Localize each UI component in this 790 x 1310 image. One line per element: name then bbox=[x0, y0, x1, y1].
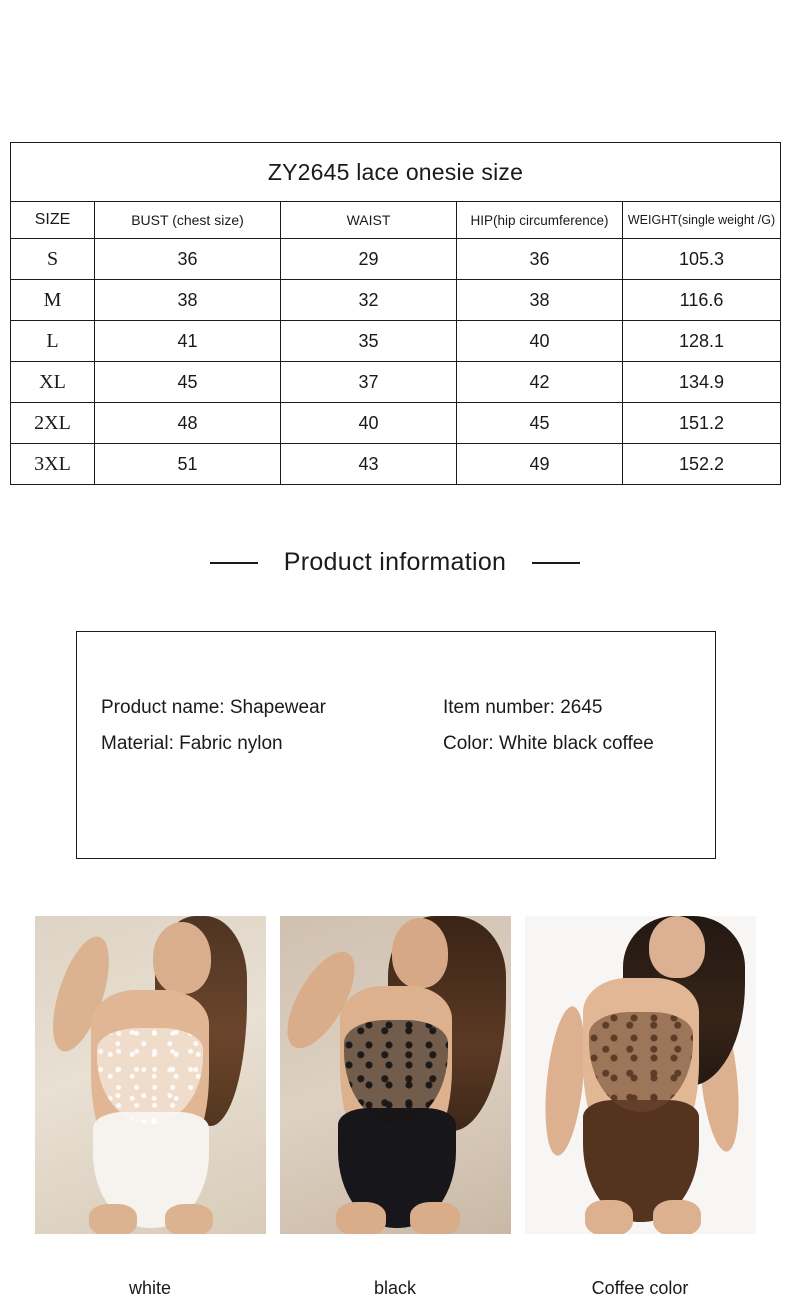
product-photo-white[interactable] bbox=[35, 916, 266, 1234]
cell-bust: 45 bbox=[95, 362, 281, 403]
cell-waist: 37 bbox=[281, 362, 457, 403]
cell-bust: 41 bbox=[95, 321, 281, 362]
cell-waist: 35 bbox=[281, 321, 457, 362]
cell-size: XL bbox=[11, 362, 95, 403]
cell-waist: 43 bbox=[281, 444, 457, 485]
cell-waist: 40 bbox=[281, 403, 457, 444]
table-row bbox=[11, 239, 781, 280]
model-leg-left bbox=[585, 1200, 633, 1234]
size-chart bbox=[10, 142, 780, 485]
cell-hip: 49 bbox=[457, 444, 623, 485]
cell-weight: 134.9 bbox=[623, 362, 781, 403]
cell-size: 3XL bbox=[11, 444, 95, 485]
cell-weight: 128.1 bbox=[623, 321, 781, 362]
cell-waist: 32 bbox=[281, 280, 457, 321]
gallery-caption: Coffee color bbox=[591, 1278, 689, 1298]
cell-bust: 38 bbox=[95, 280, 281, 321]
model-leg-right bbox=[653, 1200, 701, 1234]
table-row bbox=[11, 280, 781, 321]
column-header-waist: WAIST bbox=[281, 202, 457, 239]
section-heading-label: Product information bbox=[283, 548, 507, 576]
cell-size: 2XL bbox=[11, 403, 95, 444]
column-header-size: SIZE bbox=[11, 202, 95, 239]
model-head bbox=[392, 918, 448, 988]
model-leg-left bbox=[89, 1204, 137, 1234]
model-leg-left bbox=[336, 1202, 386, 1234]
model-leg-right bbox=[410, 1202, 460, 1234]
cell-weight: 151.2 bbox=[623, 403, 781, 444]
divider-right bbox=[532, 562, 580, 564]
gallery-caption: black bbox=[373, 1278, 417, 1298]
cell-hip: 40 bbox=[457, 321, 623, 362]
gallery-item-white[interactable] bbox=[35, 916, 266, 1299]
table-row bbox=[11, 444, 781, 485]
product-information-box bbox=[76, 631, 716, 859]
product-item-number: Item number: 2645 bbox=[443, 697, 603, 718]
product-info-row bbox=[101, 733, 701, 755]
cell-waist: 29 bbox=[281, 239, 457, 280]
size-table-title: ZY2645 lace onesie size bbox=[11, 143, 781, 202]
product-name: Product name: Shapewear bbox=[101, 697, 326, 718]
gallery-item-coffee[interactable] bbox=[525, 916, 756, 1299]
product-color: Color: White black coffee bbox=[443, 733, 654, 754]
section-heading bbox=[0, 548, 790, 577]
size-table bbox=[10, 142, 781, 485]
cell-size: M bbox=[11, 280, 95, 321]
product-photo-coffee[interactable] bbox=[525, 916, 756, 1234]
model-leg-right bbox=[165, 1204, 213, 1234]
cell-size: S bbox=[11, 239, 95, 280]
cell-size: L bbox=[11, 321, 95, 362]
table-row bbox=[11, 362, 781, 403]
table-row bbox=[11, 321, 781, 362]
column-header-bust: BUST (chest size) bbox=[95, 202, 281, 239]
product-info-row bbox=[101, 697, 701, 719]
product-material: Material: Fabric nylon bbox=[101, 733, 283, 754]
column-header-weight: WEIGHT(single weight /G) bbox=[623, 202, 781, 239]
product-photo-black[interactable] bbox=[280, 916, 511, 1234]
product-gallery bbox=[0, 916, 790, 1299]
size-table-header-row bbox=[11, 202, 781, 239]
cell-weight: 105.3 bbox=[623, 239, 781, 280]
cell-hip: 45 bbox=[457, 403, 623, 444]
divider-left bbox=[210, 562, 258, 564]
cell-bust: 51 bbox=[95, 444, 281, 485]
cell-hip: 36 bbox=[457, 239, 623, 280]
cell-bust: 36 bbox=[95, 239, 281, 280]
cell-weight: 116.6 bbox=[623, 280, 781, 321]
column-header-hip: HIP(hip circumference) bbox=[457, 202, 623, 239]
size-table-title-row bbox=[11, 143, 781, 202]
cell-hip: 38 bbox=[457, 280, 623, 321]
gallery-caption: white bbox=[128, 1278, 172, 1298]
gallery-item-black[interactable] bbox=[280, 916, 511, 1299]
model-head bbox=[649, 916, 705, 978]
product-information-grid bbox=[101, 697, 701, 769]
model-head bbox=[153, 922, 211, 994]
cell-weight: 152.2 bbox=[623, 444, 781, 485]
cell-bust: 48 bbox=[95, 403, 281, 444]
cell-hip: 42 bbox=[457, 362, 623, 403]
table-row bbox=[11, 403, 781, 444]
